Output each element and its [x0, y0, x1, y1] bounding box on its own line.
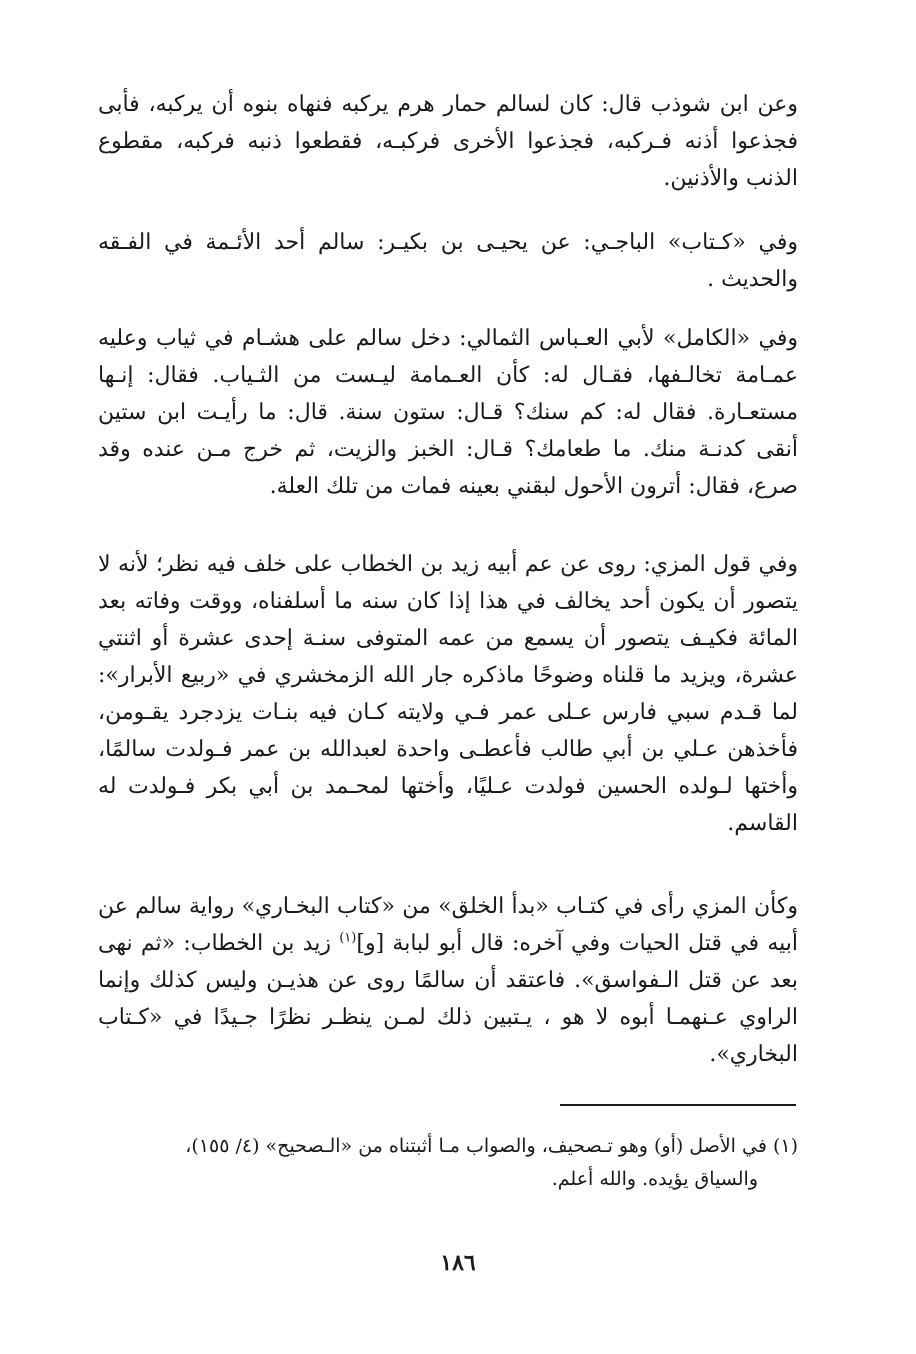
paragraph-ibn-shawdhab: وعن ابن شوذب قال: كان لسالم حمار هرم يركبه فنهاه بنوه أن يركبه، فأبى فجذعوا أذنه فـركبه، فجذعوا الأخرى فركبـه، فقطعوا ذنبه فركبه، مقطوع الذنب والأذنين.	[98, 92, 798, 191]
page-number: ١٨٦	[440, 1250, 476, 1276]
footnote-separator	[560, 1104, 796, 1106]
footnote	[98, 1130, 798, 1196]
footnote-line-1: (١) في الأصل (أو) وهو تـصحيف، والصواب مـا أثبتناه من «الـصحيح» (٤/ ١٥٥)،	[185, 1135, 798, 1157]
paragraph-bukhari	[98, 888, 798, 1073]
paragraph-bukhari-part-1: وكأن المزي رأى في كتـاب «بدأ الخلق» من «كتاب البخـاري» رواية سالم عن أبيه في قتل الحيات وفي آخره: قال أبو لبابة [و]	[98, 894, 798, 956]
footnote-line-2: والسياق يؤيده. والله أعلم.	[551, 1168, 758, 1190]
paragraph-al-mizzi: وفي قول المزي: روى عن عم أبيه زيد بن الخطاب على خلف فيه نظر؛ لأنه لا يتصور أن يكون أحد يخالف في هذا إذا كان سنه ما أسلفناه، ووقت وفاته بعد المائة فكيـف يتصور أن يسمع من عمه المتوفى سنـة إحدى عشرة أو اثنتي عشرة، ويزيد ما قلناه وضوحًا ماذكره جار الله الزمخشري في «ربيع الأبرار»: لما قـدم سبي فارس عـلى عمر فـي ولايته كـان فيه بنـات يزدجرد يقـومن، فأخذهن عـلي بن أبي طالب فأعطـى واحدة لعبدالله بن عمر فـولدت سالمًا، وأختها لـولده الحسين فولدت عـليًا، وأختها لمحـمد بن أبي بكر فـولدت له القاسم.	[98, 552, 798, 836]
footnote-reference[interactable]: (١)	[339, 930, 357, 946]
paragraph-al-baji: وفي «كـتاب» الباجـي: عن يحيـى بن بكيـر: سالم أحد الأئـمة في الفـقه والحديث .	[98, 230, 798, 292]
paragraph-bukhari-part-2: زيد بن الخطاب: «ثم نهى بعد عن قتل الـفواسق». فاعتقد أن سالمًا روى عن هذيـن وليس كذلك وإنما الراوي عـنهمـا أبوه لا هو ، يـتبين ذلك لمـن ينظـر نظرًا جـيدًا في «كـتاب البخاري».	[98, 931, 798, 1067]
paragraph-al-kamil: وفي «الكامل» لأبي العـباس الثمالي: دخل سالم على هشـام في ثياب وعليه عمـامة تخالـفها، فقـال له: كأن العـمامة ليـست من الثـياب. فقال: إنـها مستعـارة. فقال له: كم سنك؟ قـال: ستون سنة. قال: ما رأيـت ابن ستين أنقى كدنـة منك. ما طعامك؟ قـال: الخبز والزيت، ثم خرج مـن عنده وقد صرع، فقال: أترون الأحول لبقني بعينه فمات من تلك العلة.	[98, 326, 798, 499]
